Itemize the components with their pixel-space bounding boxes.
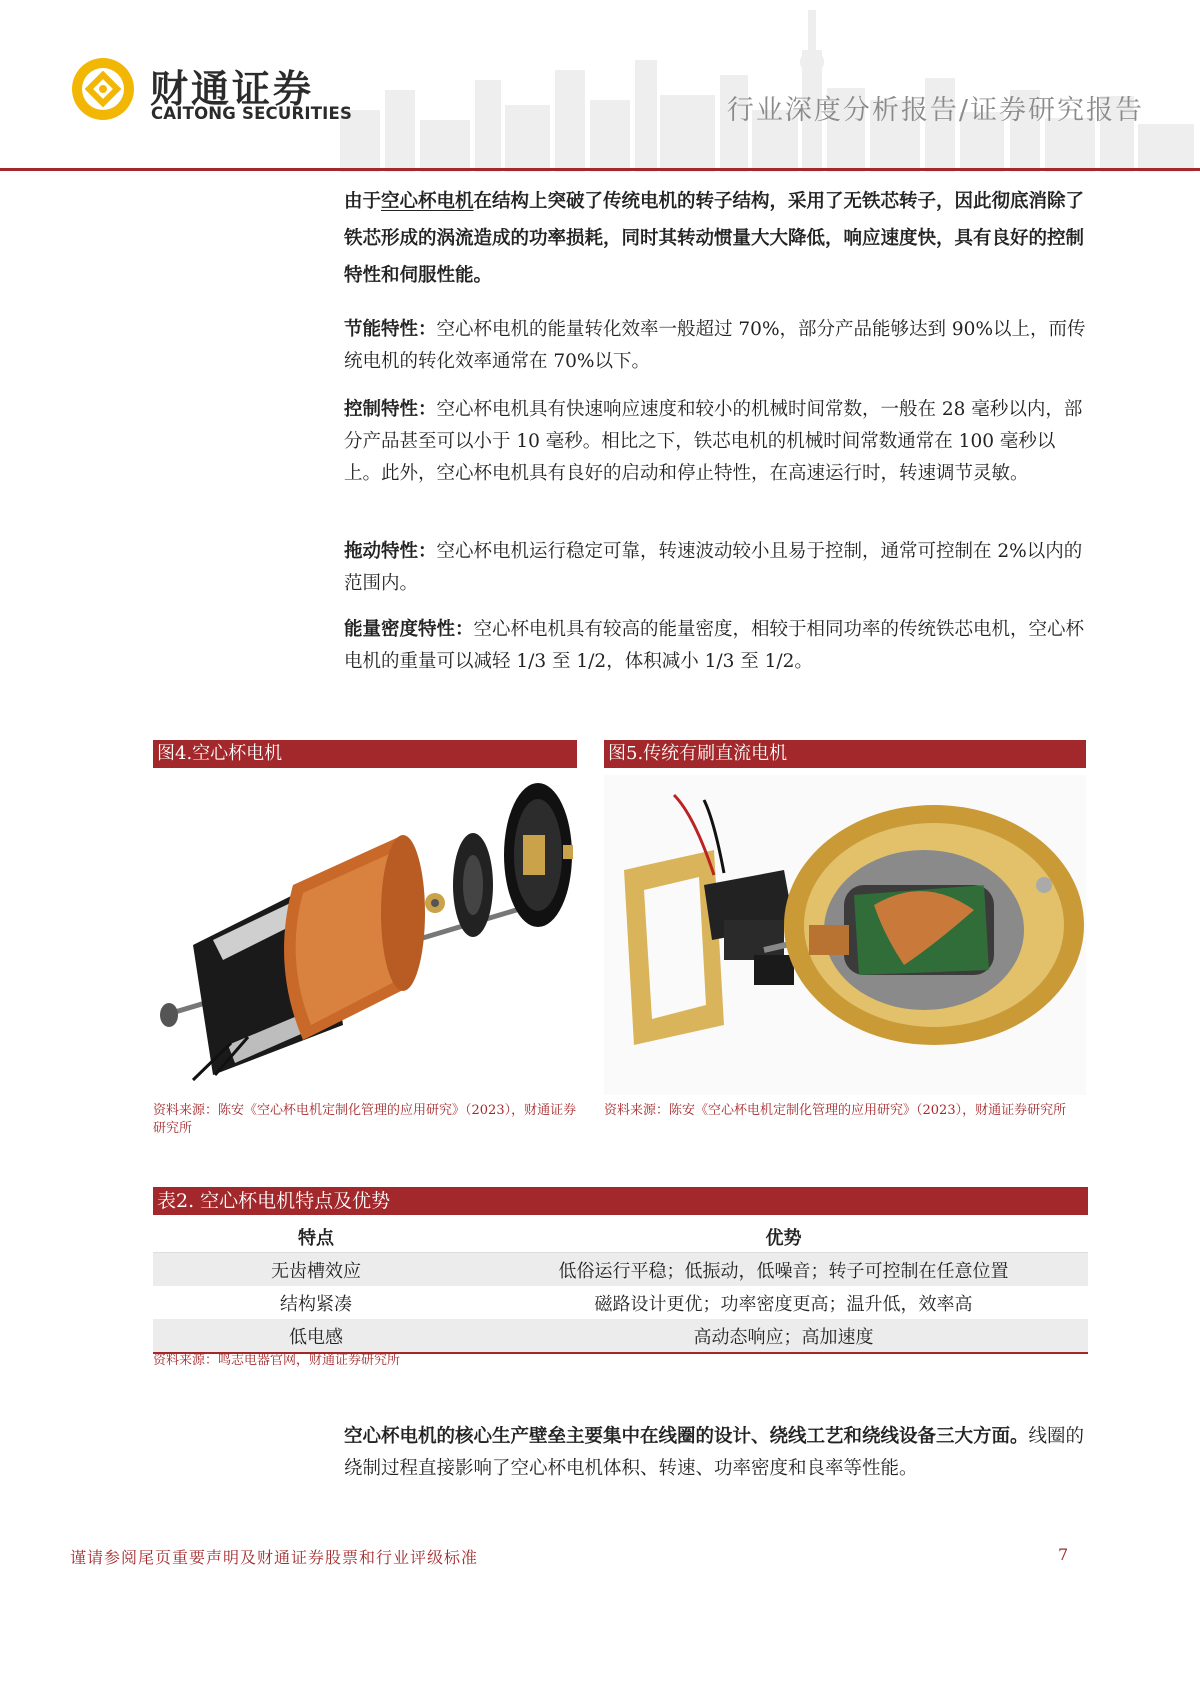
table-header-feature: 特点	[153, 1222, 479, 1253]
feature-drag	[344, 536, 1086, 600]
feature-text: 空心杯电机具有较高的能量密度，相较于相同功率的传统铁芯电机，空心杯电机的重量可以减轻 1/3 至 1/2，体积减小 1/3 至 1/2。	[344, 619, 1085, 672]
intro-underlined-term: 空心杯电机	[381, 191, 474, 212]
coreless-motor-image	[153, 775, 577, 1095]
report-type: 行业深度分析报告/证券研究报告	[726, 95, 1144, 126]
feature-term: 节能特性：	[344, 319, 437, 340]
table-cell-feature: 低电感	[153, 1319, 479, 1353]
features-advantages-table	[153, 1222, 1088, 1354]
brand-name-en: CAITONG SECURITIES	[151, 104, 353, 123]
intro-paragraph	[344, 183, 1086, 294]
figure-5-source: 资料来源：陈安《空心杯电机定制化管理的应用研究》（2023），财通证券研究所	[604, 1103, 1067, 1118]
table-cell-feature: 结构紧凑	[280, 1293, 352, 1315]
table-row	[153, 1319, 1088, 1353]
table-cell-feature: 无齿槽效应	[153, 1253, 479, 1287]
closing-paragraph	[344, 1421, 1086, 1485]
disclaimer-note: 谨请参阅尾页重要声明及财通证券股票和行业评级标准	[70, 1548, 479, 1567]
table-header-row	[153, 1222, 1088, 1253]
page-number: 7	[1058, 1545, 1069, 1564]
feature-energy	[344, 314, 1086, 378]
feature-text: 空心杯电机具有快速响应速度和较小的机械时间常数，一般在 28 毫秒以内，部分产品甚至可以小于 10 毫秒。相比之下，铁芯电机的机械时间常数通常在 100 毫秒以上。此外，空心杯电机具有良好的启动和停止特性，在高速运行时，转速调节灵敏。	[344, 399, 1083, 484]
table-2-title: 表2. 空心杯电机特点及优势	[153, 1187, 1088, 1215]
feature-term: 控制特性：	[344, 399, 437, 420]
feature-text: 空心杯电机运行稳定可靠，转速波动较小且易于控制，通常可控制在 2%以内的范围内。	[344, 541, 1083, 594]
table-cell-advantage: 高动态响应；高加速度	[479, 1319, 1088, 1353]
city-skyline-watermark	[330, 0, 1200, 172]
table-cell-advantage: 低俗运行平稳；低振动，低噪音；转子可控制在任意位置	[479, 1253, 1088, 1287]
closing-bold: 空心杯电机的核心生产壁垒主要集中在线圈的设计、绕线工艺和绕线设备三大方面。	[344, 1426, 1029, 1447]
caitong-logo-icon	[70, 56, 136, 122]
table-row	[153, 1286, 1088, 1319]
table-2-source: 资料来源：鸣志电器官网，财通证券研究所	[153, 1353, 401, 1368]
figure-4-title: 图4.空心杯电机	[153, 740, 577, 768]
header-divider	[0, 168, 1200, 171]
intro-lead: 由于	[344, 191, 382, 212]
feature-control	[344, 394, 1086, 490]
intro-body: 在结构上突破了传统电机的转子结构，采用了无铁芯转子，因此彻底消除了铁芯形成的涡流造成的功率损耗，同时其转动惯量大大降低，响应速度快，具有良好的控制特性和伺服性能。	[344, 191, 1085, 286]
figure-4-source: 资料来源：陈安《空心杯电机定制化管理的应用研究》（2023），财通证券研究所	[153, 1103, 577, 1136]
feature-text: 空心杯电机的能量转化效率一般超过 70%，部分产品能够达到 90%以上，而传统电机的转化效率通常在 70%以下。	[344, 319, 1086, 372]
page-header	[0, 0, 1200, 172]
table-header-advantage: 优势	[479, 1222, 1088, 1253]
feature-energy-density	[344, 614, 1086, 678]
feature-term: 能量密度特性：	[344, 619, 474, 640]
figure-5-title: 图5.传统有刷直流电机	[604, 740, 1086, 768]
brushed-dc-motor-image	[604, 775, 1086, 1095]
closing-text: 线圈的绕制过程直接影响了空心杯电机体积、转速、功率密度和良率等性能。	[344, 1426, 1085, 1479]
feature-term: 拖动特性：	[344, 541, 437, 562]
table-cell-advantage: 磁路设计更优；功率密度更高；温升低，效率高	[594, 1293, 973, 1315]
brand-name-cn: 财通证券	[150, 67, 315, 111]
table-row	[153, 1253, 1088, 1287]
